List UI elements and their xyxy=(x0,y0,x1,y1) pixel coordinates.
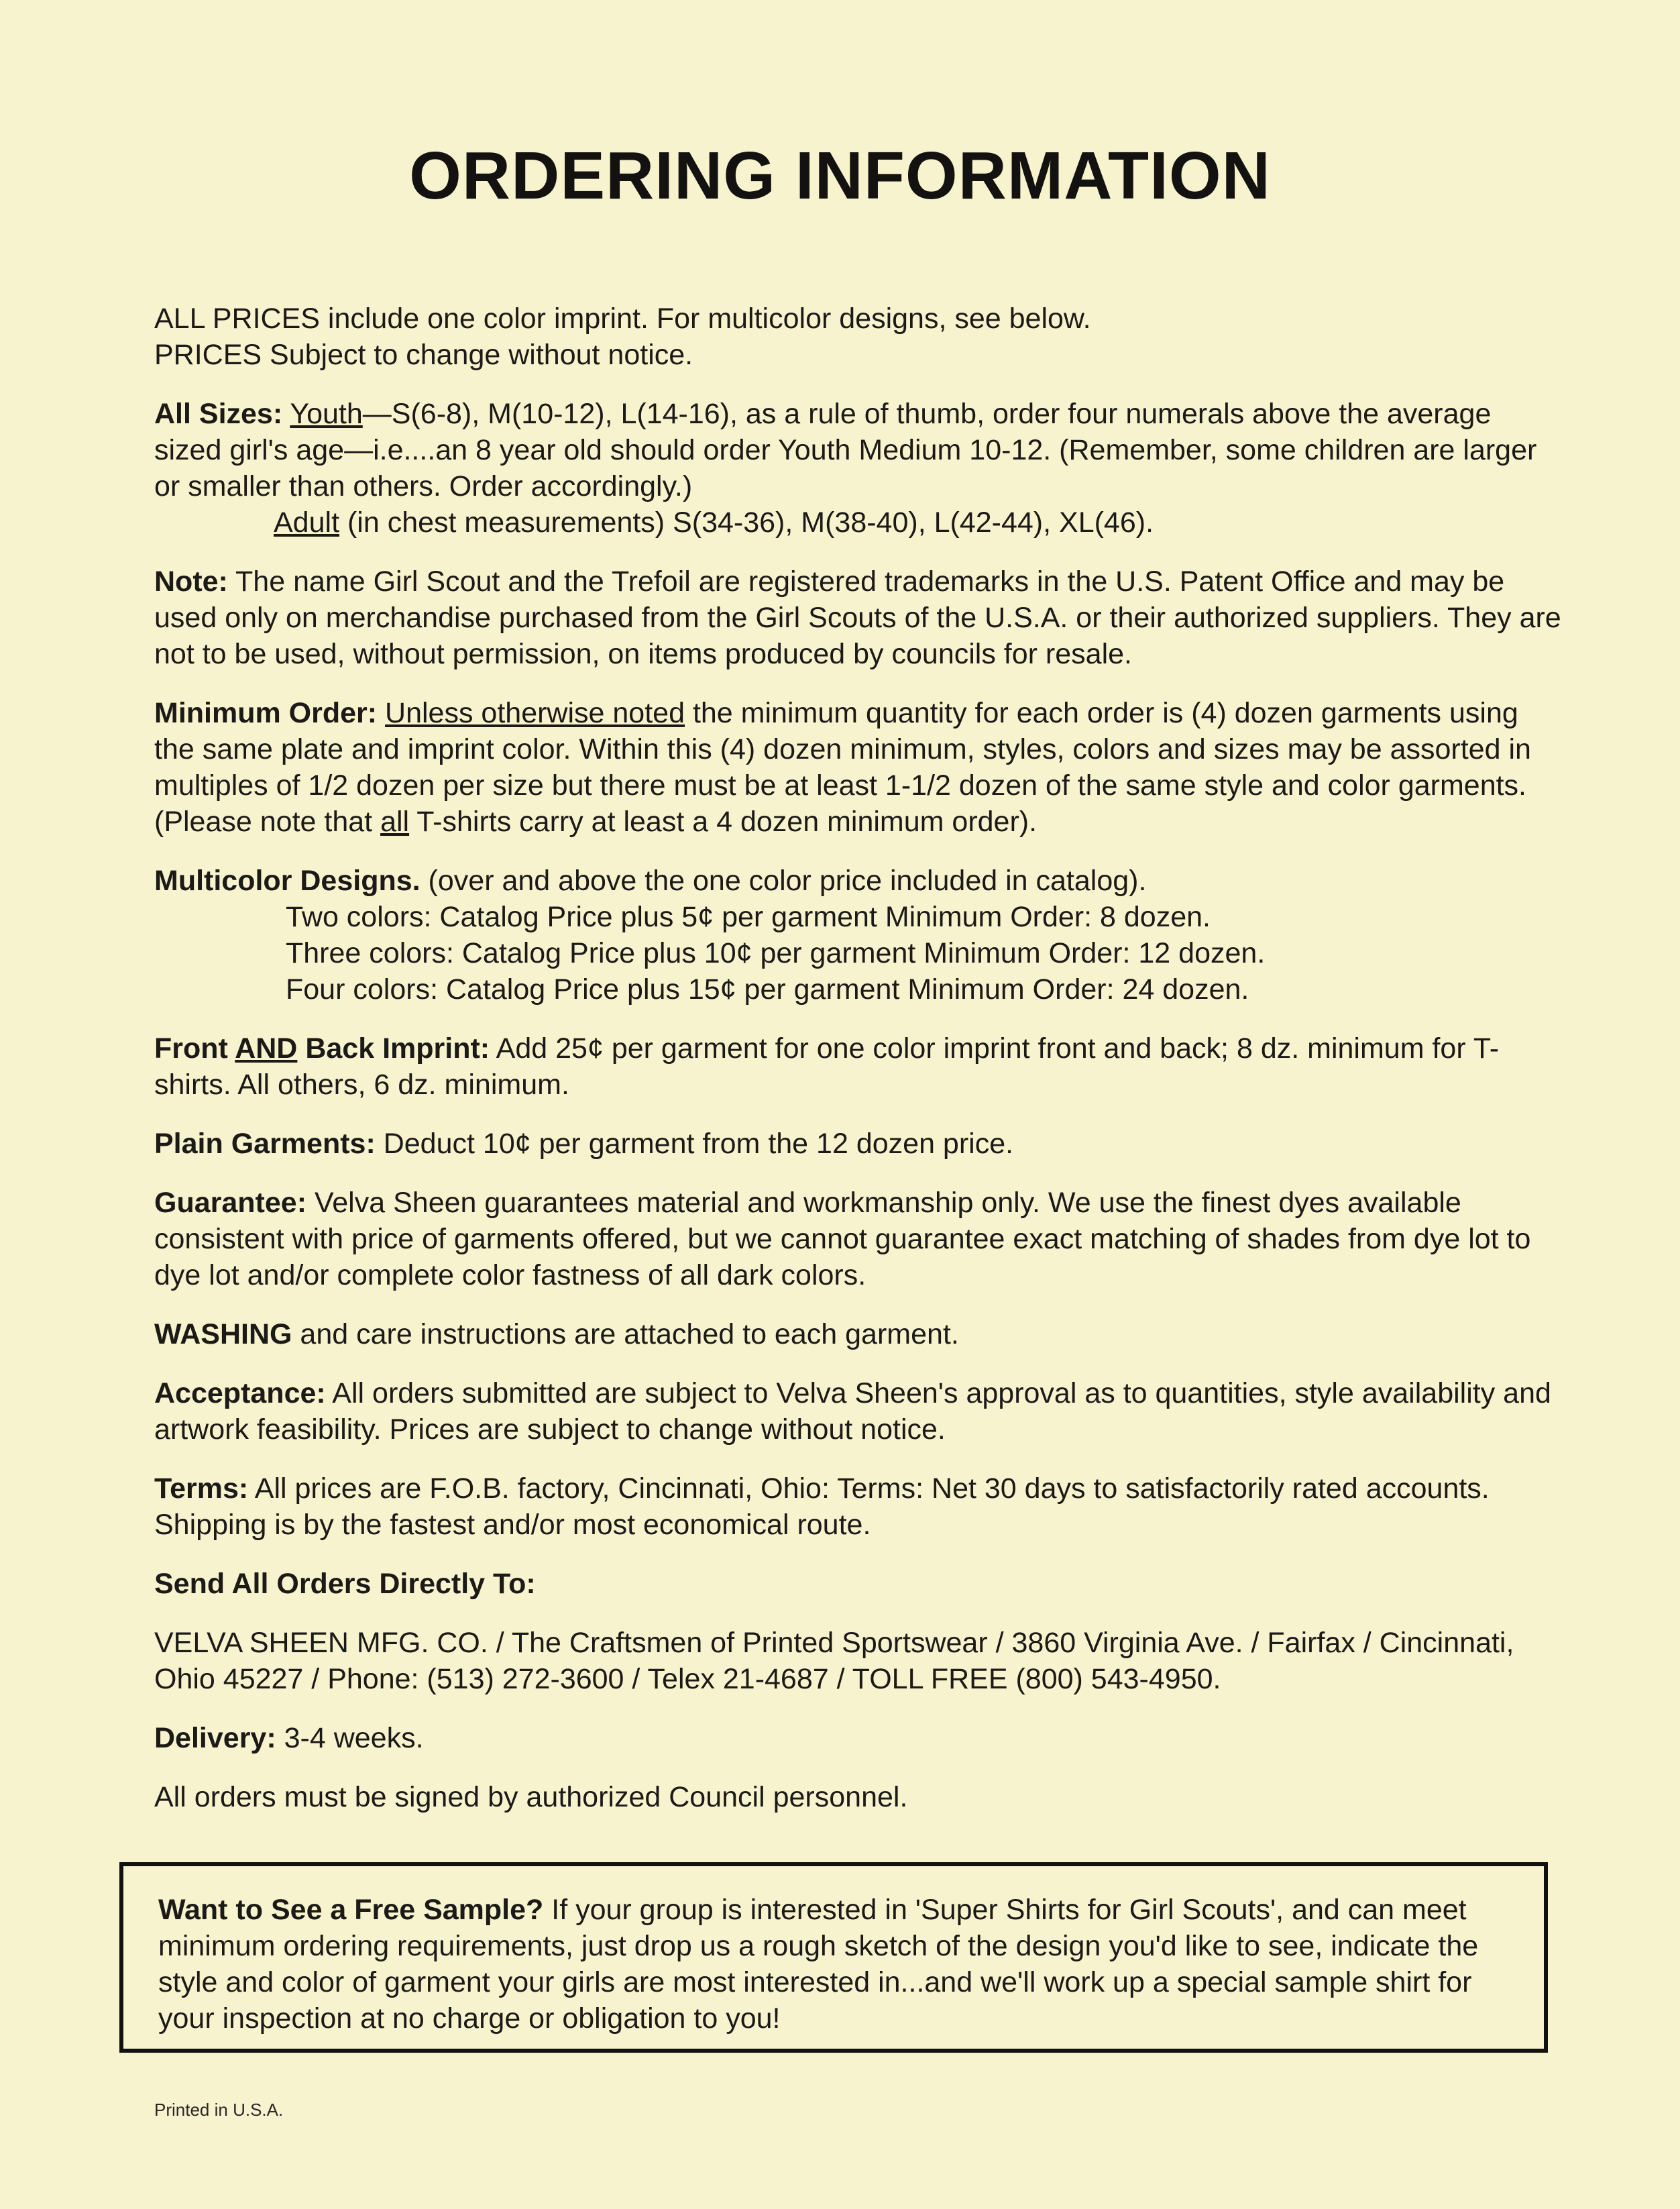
minimum-order-text-2: T-shirts carry at least a 4 dozen minimum order). xyxy=(409,806,1038,838)
intro-line-2: PRICES Subject to change without notice. xyxy=(154,339,693,371)
acceptance-label: Acceptance: xyxy=(154,1377,326,1409)
back-imprint-label: Back Imprint: xyxy=(297,1032,490,1065)
youth-text: —S(6-8), M(10-12), L(14-16), as a rule of thumb, order four numerals above the average sized girl's age—i.e....an 8 year old should order Youth Medium 10-12. (Remember, some children are larger or smaller than others. Order accordingly.) xyxy=(154,398,1537,502)
front-back-label xyxy=(154,1032,490,1065)
multicolor-text: (over and above the one color price included in catalog). xyxy=(420,865,1147,897)
multicolor-item: Four colors: Catalog Price plus 15¢ per garment Minimum Order: 24 dozen. xyxy=(286,973,1249,1006)
terms-text: All prices are F.O.B. factory, Cincinnati, Ohio: Terms: Net 30 days to satisfactorily rated accounts. Shipping is by the fastest and/or most economical route. xyxy=(154,1472,1490,1541)
note-text: The name Girl Scout and the Trefoil are registered trademarks in the U.S. Patent Office and may be used only on merchandise purchased from the Girl Scouts of the U.S.A. or their authorized suppliers. They are not to be used, without permission, on items produced by councils for resale. xyxy=(154,565,1561,670)
and-label: AND xyxy=(235,1032,298,1065)
adult-text: (in chest measurements) S(34-36), M(38-40), L(42-44), XL(46). xyxy=(339,506,1154,539)
multicolor-item: Three colors: Catalog Price plus 10¢ per garment Minimum Order: 12 dozen. xyxy=(286,937,1266,969)
guarantee-text: Velva Sheen guarantees material and workmanship only. We use the finest dyes available consistent with price of garments offered, but we cannot guarantee exact matching of shades from dye lot to dye lot and/or complete color fastness of all dark colors. xyxy=(154,1187,1531,1291)
delivery-label: Delivery: xyxy=(154,1722,276,1754)
multicolor-item: Two colors: Catalog Price plus 5¢ per garment Minimum Order: 8 dozen. xyxy=(286,901,1211,933)
note-paragraph xyxy=(154,563,1563,672)
send-orders-heading xyxy=(154,1566,1563,1602)
guarantee-paragraph xyxy=(154,1185,1563,1293)
ordering-info-body xyxy=(154,301,1563,1838)
intro-line-1: ALL PRICES include one color imprint. For multicolor designs, see below. xyxy=(154,303,1091,335)
minimum-order-underlined: Unless otherwise noted xyxy=(385,697,685,729)
minimum-order-text-1: the minimum quantity for each order is (4) dozen garments using the same plate and imprint color. Within this (4) dozen minimum, styles, colors and sizes may be assorted in multiples of 1/2 dozen per size but there must be at least 1-1/2 dozen of the same style and color garments. (Please note that xyxy=(154,697,1531,838)
minimum-order-all: all xyxy=(380,806,410,838)
washing-paragraph xyxy=(154,1316,1563,1352)
washing-label: WASHING xyxy=(154,1318,292,1350)
signed-paragraph: All orders must be signed by authorized Council personnel. xyxy=(154,1781,908,1813)
plain-garments-paragraph xyxy=(154,1126,1563,1162)
sizes-label: All Sizes: xyxy=(154,398,283,430)
page-title: ORDERING INFORMATION xyxy=(409,138,1271,213)
guarantee-label: Guarantee: xyxy=(154,1187,307,1219)
send-orders-label: Send All Orders Directly To: xyxy=(154,1568,536,1600)
free-sample-text: If your group is interested in 'Super Shirts for Girl Scouts', and can meet minimum ordering requirements, just drop us a rough sketch of the design you'd like to see, indicate the style and color of garment your girls are most interested in...and we'll work up a special sample shirt for your inspection at no charge or obligation to you! xyxy=(158,1894,1479,2035)
delivery-paragraph xyxy=(154,1720,1563,1756)
minimum-order-label: Minimum Order: xyxy=(154,697,378,729)
front-label: Front xyxy=(154,1032,235,1065)
adult-line xyxy=(154,504,1563,541)
front-back-paragraph xyxy=(154,1030,1563,1103)
address-paragraph: VELVA SHEEN MFG. CO. / The Craftsmen of Printed Sportswear / 3860 Virginia Ave. / Fairfax / Cincinnati, Ohio 45227 / Phone: (513) 272-3600 / Telex 21-4687 / TOLL FREE (800) 543-4950. xyxy=(154,1627,1514,1695)
washing-text: and care instructions are attached to each garment. xyxy=(292,1318,959,1350)
youth-label: Youth xyxy=(290,398,363,430)
terms-paragraph xyxy=(154,1470,1563,1543)
multicolor-paragraph xyxy=(154,863,1563,1008)
acceptance-text: All orders submitted are subject to Velva Sheen's approval as to quantities, style availability and artwork feasibility. Prices are subject to change without notice. xyxy=(154,1377,1551,1446)
printed-in-footer: Printed in U.S.A. xyxy=(154,2100,284,2120)
free-sample-box xyxy=(119,1862,1548,2053)
plain-garments-text: Deduct 10¢ per garment from the 12 dozen price. xyxy=(375,1128,1014,1160)
acceptance-paragraph xyxy=(154,1375,1563,1448)
delivery-text: 3-4 weeks. xyxy=(276,1722,424,1754)
minimum-order-paragraph xyxy=(154,695,1563,840)
adult-label: Adult xyxy=(274,506,340,539)
plain-garments-label: Plain Garments: xyxy=(154,1128,376,1160)
multicolor-label: Multicolor Designs. xyxy=(154,865,421,897)
free-sample-label: Want to See a Free Sample? xyxy=(158,1894,544,1926)
terms-label: Terms: xyxy=(154,1472,249,1505)
intro-paragraph xyxy=(154,301,1563,373)
front-back-text: Add 25¢ per garment for one color imprint front and back; 8 dz. minimum for T-shirts. All others, 6 dz. minimum. xyxy=(154,1032,1500,1101)
sizes-paragraph xyxy=(154,396,1563,541)
note-label: Note: xyxy=(154,565,228,598)
